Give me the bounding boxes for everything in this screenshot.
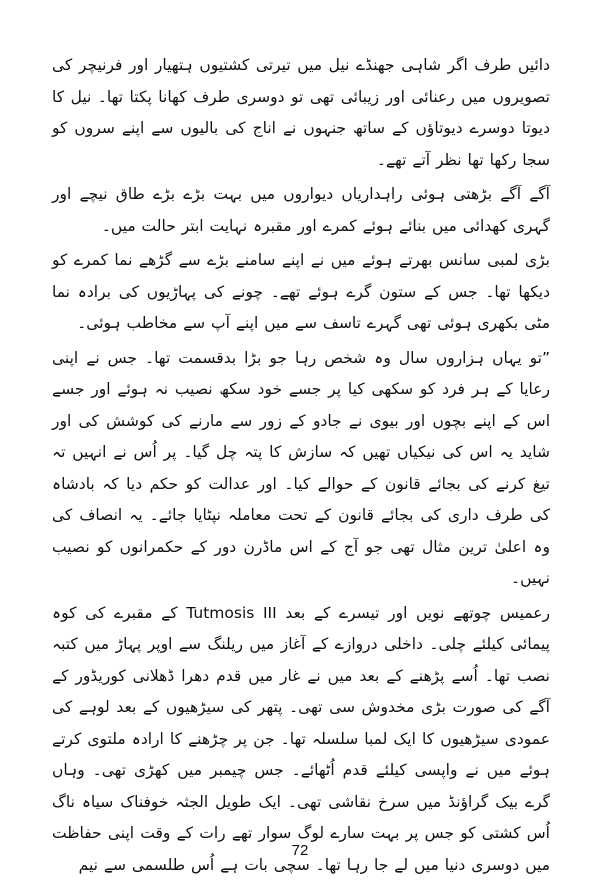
paragraph-2: آگے آگے بڑھتی ہوئی راہداریاں دیواروں میں بہت بڑے بڑے طاق نیچے اور گہری کھدائی میں بنائے ہوئے کمرے اور مقبرہ نہایت ابتر حالت میں۔ bbox=[52, 185, 550, 235]
paragraph-3: بڑی لمبی سانس بھرتے ہوئے میں نے اپنے سامنے بڑے سے گڑھے نما کمرے کو دیکھا تھا۔ جس کے ستون گرے ہوئے تھے۔ چونے کی پہاڑیوں کی برادہ نما مٹی بکھری ہوئی تھی گہرے تاسف سے میں اپنے آپ سے مخاطب ہوئی۔ bbox=[52, 251, 550, 332]
paragraph-5: رعمیس چوتھے نویں اور تیسرے کے بعد Tutmosis III کے مقبرے کی کوہ پیمائی کیلئے چلی۔ داخلی دروازے کے آغاز میں ریلنگ سے اوپر پہاڑ میں کتبہ نصب تھا۔ اُسے پڑھنے کے بعد میں نے غار میں قدم دھرا ڈھلانی کوریڈور کے آگے کی صورت بڑی مخدوش سی تھی۔ پتھر کی سیڑھیوں کے بعد لوہے کی عمودی سیڑھیوں کا ایک لمبا سلسلہ تھا۔ جن پر چڑھنے کا ارادہ ملتوی کرتے ہوئے میں نے واپسی کیلئے قدم اُٹھائے۔ جس چیمبر میں کھڑی تھی۔ وہاں گرے بیک گراؤنڈ میں سرخ نقاشی تھی۔ ایک طویل الجثہ خوفناک سیاہ ناگ اُس کشتی کو جس پر بہت سارے لوگ سوار تھے رات کے وقت اپنی حفاظت میں دوسری دنیا میں لے جا رہا تھا۔ سچی بات ہے اُس طلسمی سے نیم bbox=[52, 603, 550, 874]
paragraph-1: دائیں طرف اگر شاہی جھنڈے نیل میں تیرتی کشتیوں ہتھیار اور فرنیچر کی تصویروں میں رعنائی اور زیبائی تھی تو دوسری طرف کھانا پکتا تھا۔ نیل کا دیوتا دوسرے دیوتاؤں کے ساتھ جنہوں نے اناج کی بالیوں سے اپنے سروں کو سجا رکھا تھا نظر آتے تھے۔ bbox=[52, 56, 550, 169]
page-number: 72 bbox=[291, 842, 309, 859]
paragraph-4: ”تو یہاں ہزاروں سال وہ شخص رہا جو بڑا بدقسمت تھا۔ جس نے اپنی رعایا کے ہر فرد کو سکھی کیا پر جسے خود سکھ نصیب نہ ہوئے اور جسے اس کے اپنے بچوں اور بیوی نے جادو کے زور سے مارنے کی کوشش کی اور شاید یہ اس کی نیکیاں تھیں کہ سازش کا پتہ چل گیا۔ پر اُس نے انہیں تہ تیغ کرنے کی بجائے قانون کے حوالے کیا۔ اور عدالت کو حکم دیا کہ بادشاہ کی طرف داری کی بجائے قانون کے تحت معاملہ نپٹایا جائے۔ یہ انصاف کی وہ اعلیٰ ترین مثال تھی جو آج کے اس ماڈرن دور کے حکمرانوں کو نصیب نہیں۔ bbox=[52, 348, 550, 587]
urdu-text-body bbox=[52, 50, 550, 884]
